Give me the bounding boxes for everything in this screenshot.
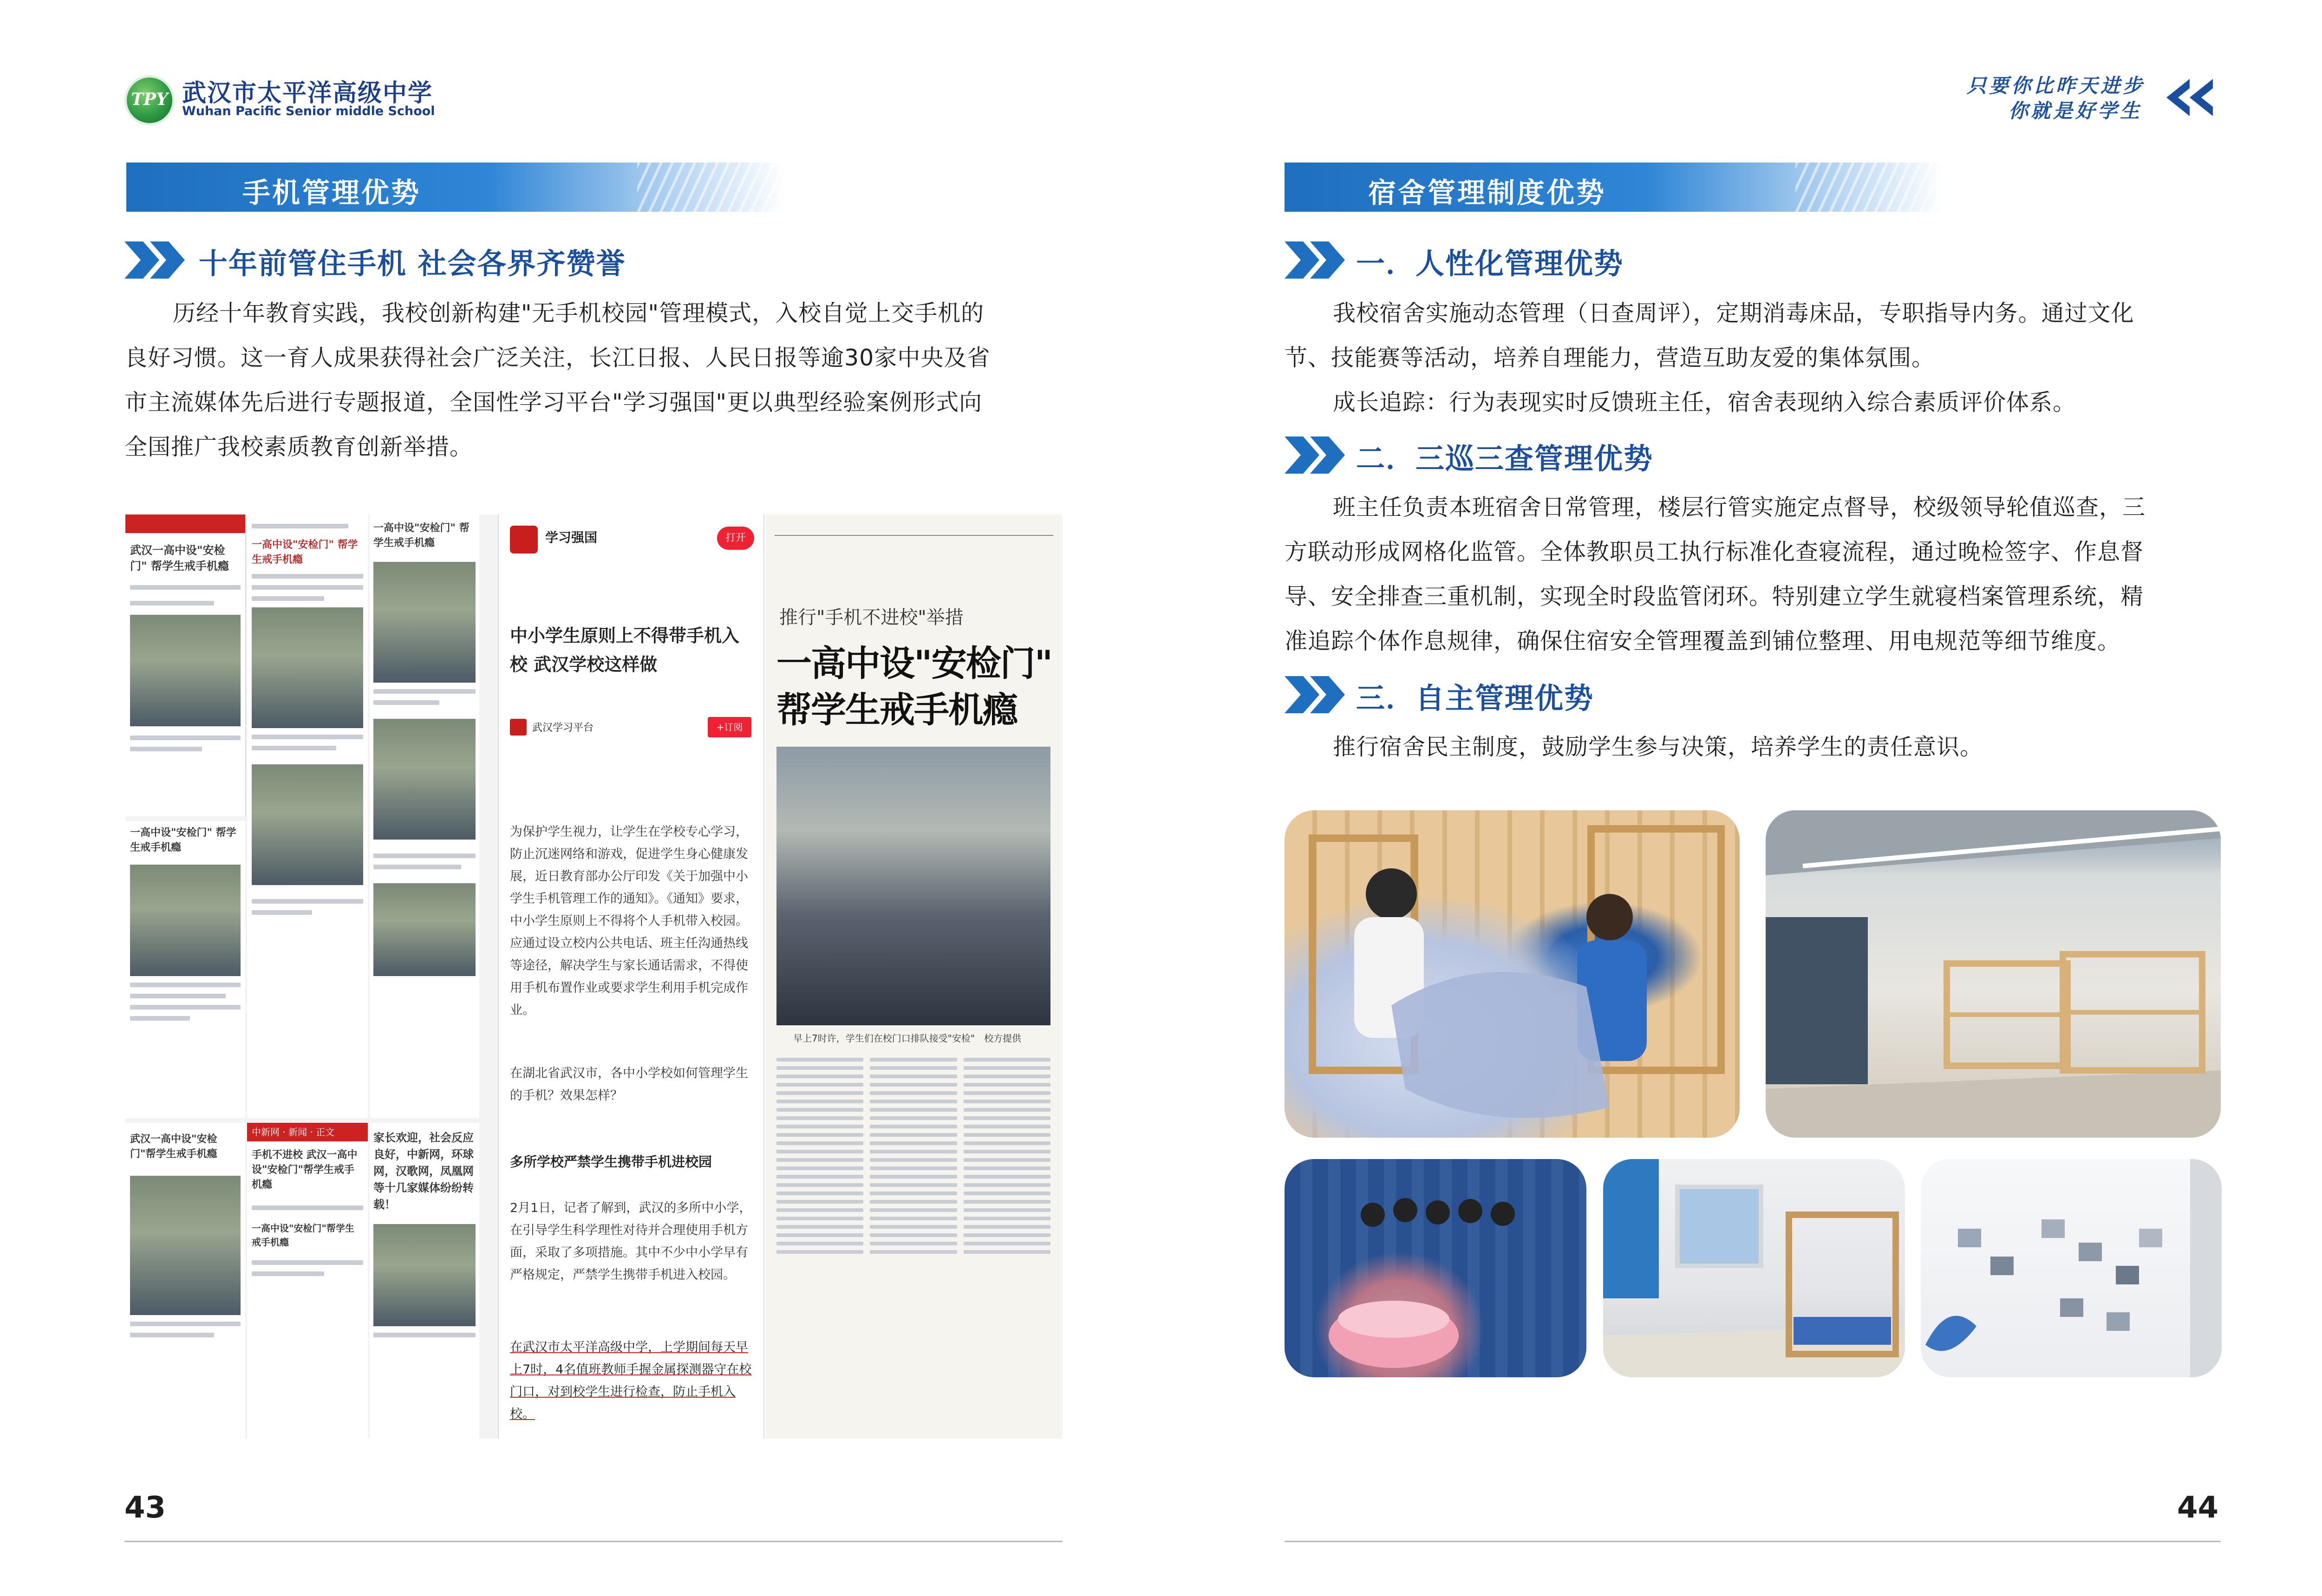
paragraph-line: 方联动形成网格化监管。全体教职员工执行标准化查寝流程，通过晚检签字、作息督 [1285,539,2144,565]
dorm-photo-art [1285,810,1740,1138]
clip-channel: 中新网 · 新闻 · 正文 [247,1123,368,1141]
xuexi-body-1: 为保护学生视力，让学生在学校专心学习，防止沉迷网络和游戏，促进学生身心健康发展，近日教育部办公厅印发《关于加强中小学生手机管理工作的通知》。《通知》要求，中小学生原则上不得将个人手机带入校园。应通过设立校内公共电话、班主任沟通热线等途径，解决学生与家长通话需求，不得使用手机布置作业或要求学生利用手机完成作业。 [510,825,748,1017]
newspaper-kicker: 推行"手机不进校"举措 [779,607,964,628]
paragraph-line: 良好习惯。这一育人成果获得社会广泛关注，长江日报、人民日报等逾30家中央及省 [124,345,991,371]
newspaper-headline-2: 帮学生戒手机瘾 [776,689,1017,730]
paragraph-line: 班主任负责本班宿舍日常管理，楼层行管实施定点督导，校级领导轮值巡查，三 [1333,494,2146,521]
logo-text: TPY [131,90,168,109]
double-chevron-right-icon [1285,436,1345,474]
double-chevron-right-icon [1285,676,1345,713]
newspaper-columns [776,1053,1050,1258]
paragraph-line: 准追踪个体作息规律，确保住宿安全管理覆盖到铺位整理、用电规范等细节维度。 [1285,628,2121,654]
subheading-phone: 十年前管住手机 社会各界齐赞誉 [199,247,626,280]
section-banner-phone [126,163,786,212]
dorm-photo-room [1766,810,2221,1138]
clip-photo [252,607,363,728]
newspaper-caption: 早上7时许，学生们在校门口排队接受"安检" 校方提供 [793,1033,1022,1044]
xuexi-qiangguo-clip [498,515,764,1439]
page-number-right: 44 [2177,1491,2219,1525]
xuexi-body-3: 2月1日，记者了解到，武汉的多所中小学，在引导学生科学理性对待并合理使用手机方面，采取了多项措施。其中不少中小学早有严格规定，严禁学生携带手机进入校园。 [510,1201,752,1282]
news-clip-5 [247,1123,368,1439]
paragraph-line: 全国推广我校素质教育创新举措。 [124,434,473,460]
banner-stripes [637,163,786,212]
newspaper-masthead-line [775,524,1053,536]
paragraph-line: 成长追踪：行为表现实时反馈班主任，宿舍表现纳入综合素质评价体系。 [1333,389,2076,416]
xuexi-subhead: 多所学校严禁学生携带手机进校园 [510,1154,712,1170]
subheading-inspection: 二．三巡三查管理优势 [1356,442,1654,476]
dorm-photo-art [1603,1159,1905,1377]
clip-photo [373,1224,476,1326]
xuexi-logo-icon [510,526,538,554]
clip-caption: 家长欢迎，社会反应良好，中新网，环球网，汉歌网，凤凰网等十几家媒体纷纷转载！ [373,1131,474,1211]
source-logo-icon [510,719,527,736]
xuexi-article-title: 中小学生原则上不得带手机入校 武汉学校这样做 [510,625,740,675]
double-chevron-right-icon [124,241,185,279]
school-name-en: Wuhan Pacific Senior middle School [182,104,435,118]
footer-divider-left [124,1541,1063,1542]
dorm-photo-art [1921,1159,2222,1377]
page-number-left: 43 [124,1491,166,1525]
dorm-photo-making-bed [1285,810,1740,1138]
section-banner-dorm [1285,163,1944,212]
clip-photo [373,883,476,976]
clip-title: 一高中设"安检门" 帮学生戒手机瘾 [252,539,358,566]
paragraph-line: 市主流媒体先后进行专题报道，全国性学习平台"学习强国"更以典型经验案例形式向 [124,389,983,416]
paragraph-line: 推行宿舍民主制度，鼓励学生参与决策，培养学生的责任意识。 [1333,734,1983,760]
news-clip-7 [370,1123,479,1439]
clip-photo [130,1176,241,1315]
paragraph-line: 导、安全排查三重机制，实现全时段监管闭环。特别建立学生就寝档案管理系统，精 [1285,583,2144,610]
clip-photo [373,562,476,683]
clip-photo [373,719,476,840]
news-clip-1 [125,515,246,816]
xuexi-source: 武汉学习平台 [532,722,594,734]
clip-title: 武汉一高中设"安检门"帮学生戒手机瘾 [130,1133,217,1160]
dorm-photo-art [1766,810,2221,1138]
clip-subtitle: 一高中设"安检门"帮学生戒手机瘾 [252,1223,354,1248]
xuexi-body-4-highlight: 在武汉市太平洋高级中学，上学期间每天早上7时，4名值班教师手握金属探测器守在校门口，对到校学生进行检查，防止手机入校。 [510,1340,752,1421]
clip-header-bar [125,515,245,533]
clip-title: 武汉一高中设"安检门" 帮学生戒手机瘾 [130,544,229,573]
news-clip-4 [247,515,368,1118]
news-clip-6 [370,515,479,1118]
newspaper-headline-1: 一高中设"安检门" [776,643,1052,684]
double-chevron-right-icon [1285,241,1345,279]
paragraph-line: 我校宿舍实施动态管理（日查周评），定期消毒床品，专职指导内务。通过文化 [1333,300,2134,326]
subheading-humane: 一．人性化管理优势 [1356,247,1624,280]
section-title: 宿舍管理制度优势 [1368,177,1606,209]
banner-stripes [1795,163,1944,212]
clip-title: 一高中设"安检门" 帮学生戒手机瘾 [373,522,470,549]
xuexi-app-name: 学习强国 [545,530,598,545]
footer-divider-right [1285,1541,2221,1542]
clip-photo [130,615,241,726]
dorm-photo-art [1285,1159,1586,1377]
news-clip-2 [125,821,245,1118]
xuexi-body-2: 在湖北省武汉市，各中小学校如何管理学生的手机？效果怎样？ [510,1066,748,1103]
clip-title: 手机不进校 武汉一高中设"安检门"帮学生戒手机瘾 [252,1149,358,1191]
clip-title: 一高中设"安检门" 帮学生戒手机瘾 [130,827,236,853]
school-logo [124,75,175,125]
double-chevron-left-icon [2162,74,2218,121]
subscribe-button[interactable]: +订阅 [708,717,751,737]
paragraph-line: 历经十年教育实践，我校创新构建"无手机校园"管理模式，入校自觉上交手机的 [173,300,985,326]
newspaper-clip [765,515,1063,1439]
dorm-photo-wall [1921,1159,2222,1377]
clip-photo [252,764,363,885]
dorm-photo-birthday [1285,1159,1586,1377]
clip-photo [130,865,241,976]
school-name-cn: 武汉市太平洋高级中学 [182,79,433,107]
section-title: 手机管理优势 [242,177,421,209]
paragraph-line: 节、技能赛等活动，培养自理能力，营造互助友爱的集体氛围。 [1285,345,1935,371]
motto-line-1: 只要你比昨天进步 [1967,74,2146,97]
subheading-self-management: 三．自主管理优势 [1356,681,1594,715]
motto-line-2: 你就是好学生 [2009,99,2143,122]
newspaper-photo [776,747,1050,1025]
news-clip-3 [125,1123,245,1439]
open-app-button[interactable]: 打开 [717,527,754,550]
dorm-photo-bunk [1603,1159,1905,1377]
